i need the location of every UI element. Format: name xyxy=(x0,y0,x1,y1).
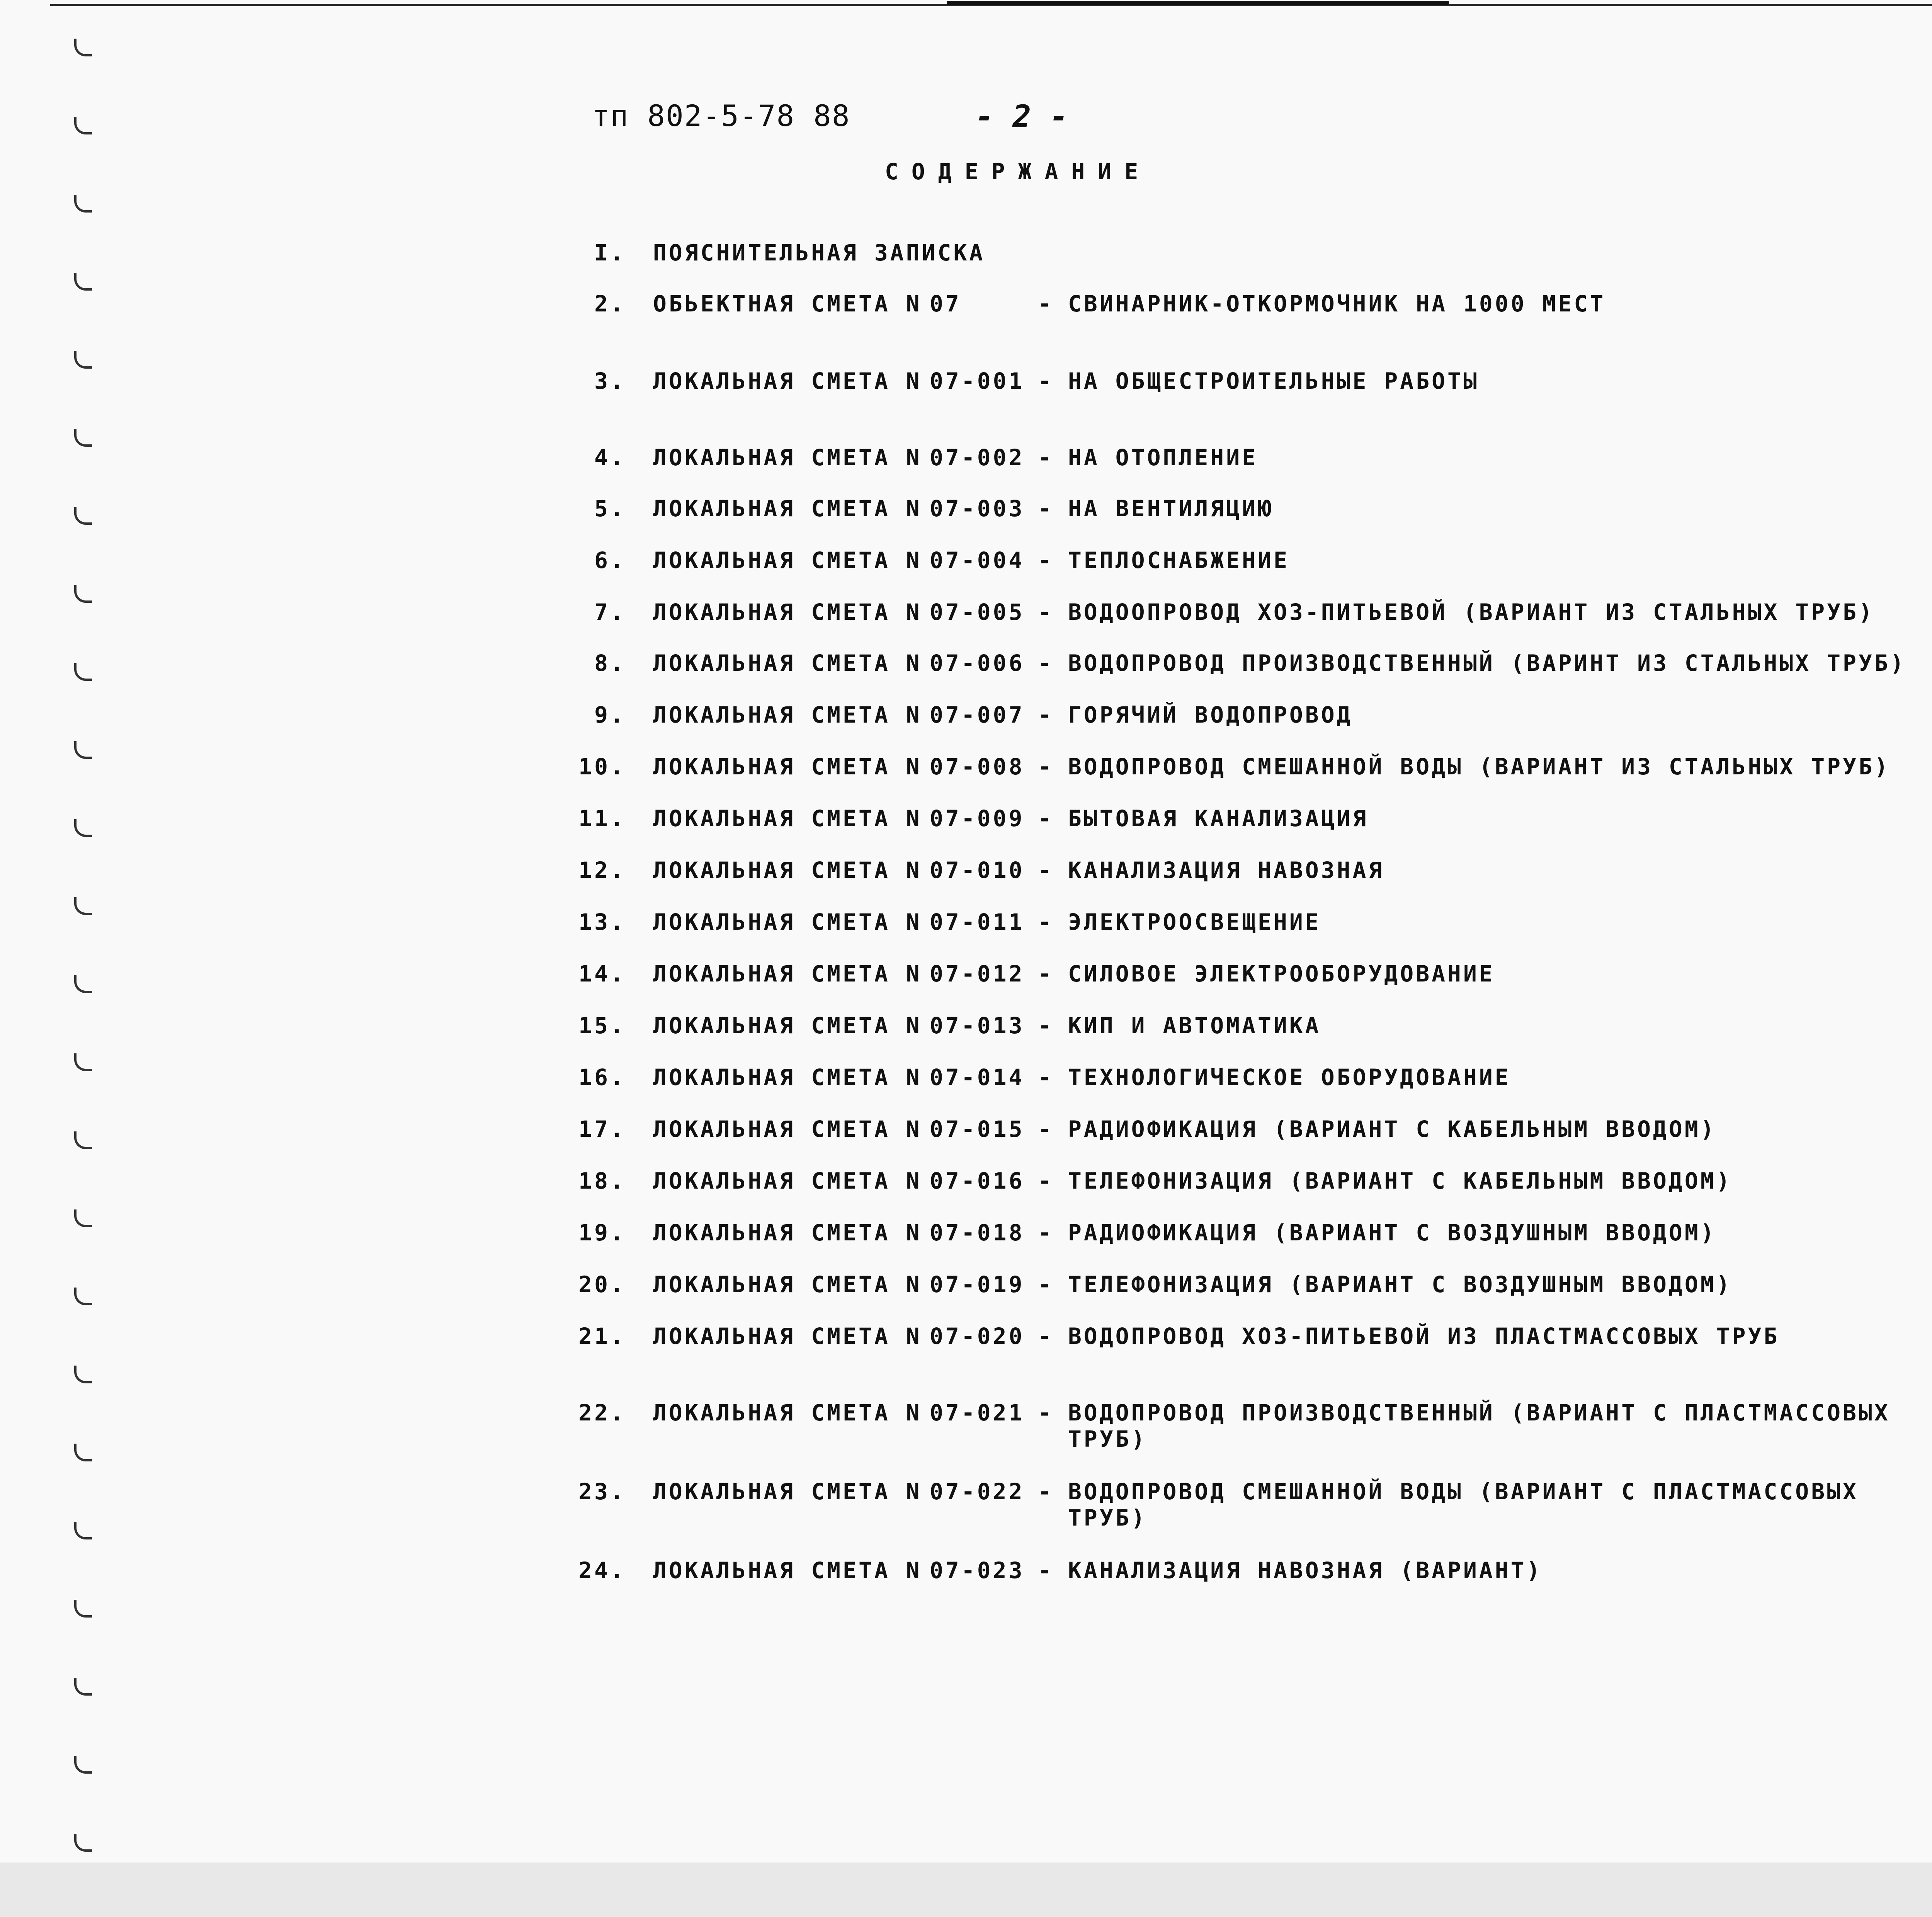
document-code: тп 802-5-78 88 xyxy=(592,99,850,133)
tractor-hole-mark xyxy=(74,1600,92,1618)
item-label: ЛОКАЛЬНАЯ СМЕТА N xyxy=(653,702,922,728)
item-number: 20. xyxy=(578,1271,626,1298)
tractor-hole-mark xyxy=(74,273,92,291)
item-number: 17. xyxy=(578,1116,626,1142)
top-edge-mark xyxy=(947,1,1449,5)
item-code: 07-001 xyxy=(930,368,1025,394)
item-description: РАДИОФИКАЦИЯ (ВАРИАНТ С ВОЗДУШНЫМ ВВОДОМ) xyxy=(1068,1220,1716,1246)
item-label: ЛОКАЛЬНАЯ СМЕТА N xyxy=(653,444,922,471)
tractor-hole-mark xyxy=(74,1131,92,1149)
tractor-hole-mark xyxy=(74,585,92,603)
item-separator: - xyxy=(1038,547,1054,573)
item-label: ЛОКАЛЬНАЯ СМЕТА N xyxy=(653,368,922,394)
item-separator: - xyxy=(1038,1400,1054,1426)
item-number: 13. xyxy=(578,909,626,935)
item-number: 5. xyxy=(594,495,626,522)
item-separator: - xyxy=(1038,909,1054,935)
item-label: ЛОКАЛЬНАЯ СМЕТА N xyxy=(653,1400,922,1426)
item-label: ЛОКАЛЬНАЯ СМЕТА N xyxy=(653,754,922,780)
item-separator: - xyxy=(1038,857,1054,883)
item-description: СИЛОВОЕ ЭЛЕКТРООБОРУДОВАНИЕ xyxy=(1068,961,1495,987)
item-separator: - xyxy=(1038,291,1054,317)
item-number: 16. xyxy=(578,1064,626,1090)
item-code: 07-014 xyxy=(930,1064,1025,1090)
item-code: 07-004 xyxy=(930,547,1025,573)
item-number: 10. xyxy=(578,754,626,780)
item-label: ЛОКАЛЬНАЯ СМЕТА N xyxy=(653,1557,922,1584)
item-code: 07-005 xyxy=(930,599,1025,625)
item-code: 07-019 xyxy=(930,1271,1025,1298)
tractor-hole-mark xyxy=(74,1053,92,1071)
item-separator: - xyxy=(1038,961,1054,987)
tractor-hole-mark xyxy=(74,1444,92,1461)
item-code: 07-018 xyxy=(930,1220,1025,1246)
item-code: 07-023 xyxy=(930,1557,1025,1584)
item-code: 07-015 xyxy=(930,1116,1025,1142)
item-number: 8. xyxy=(594,650,626,676)
page-number: - 2 - xyxy=(975,99,1068,134)
item-separator: - xyxy=(1038,444,1054,471)
item-label: ЛОКАЛЬНАЯ СМЕТА N xyxy=(653,1271,922,1298)
item-label: ЛОКАЛЬНАЯ СМЕТА N xyxy=(653,650,922,676)
item-separator: - xyxy=(1038,805,1054,832)
item-label: ЛОКАЛЬНАЯ СМЕТА N xyxy=(653,599,922,625)
item-description: ВОДОПРОВОД СМЕШАННОЙ ВОДЫ (ВАРИАНТ С ПЛАСТМАССОВЫХ ТРУБ) xyxy=(1068,1478,1874,1531)
item-number: 4. xyxy=(594,444,626,471)
item-label: ЛОКАЛЬНАЯ СМЕТА N xyxy=(653,961,922,987)
item-description: ТЕЛЕФОНИЗАЦИЯ (ВАРИАНТ С ВОЗДУШНЫМ ВВОДОМ) xyxy=(1068,1271,1732,1298)
item-label: ПОЯСНИТЕЛЬНАЯ ЗАПИСКА xyxy=(653,240,985,266)
item-label: ЛОКАЛЬНАЯ СМЕТА N xyxy=(653,1323,922,1349)
tractor-hole-mark xyxy=(74,195,92,213)
item-code: 07-022 xyxy=(930,1478,1025,1505)
item-number: 23. xyxy=(578,1478,626,1505)
item-code: 07-012 xyxy=(930,961,1025,987)
item-description: ТЕХНОЛОГИЧЕСКОЕ ОБОРУДОВАНИЕ xyxy=(1068,1064,1511,1090)
item-description: РАДИОФИКАЦИЯ (ВАРИАНТ С КАБЕЛЬНЫМ ВВОДОМ) xyxy=(1068,1116,1716,1142)
item-description: ВОДОПРОВОД СМЕШАННОЙ ВОДЫ (ВАРИАНТ ИЗ СТАЛЬНЫХ ТРУБ) xyxy=(1068,754,1890,780)
item-number: 22. xyxy=(578,1400,626,1426)
item-number: 15. xyxy=(578,1012,626,1039)
item-separator: - xyxy=(1038,1064,1054,1090)
item-separator: - xyxy=(1038,650,1054,676)
item-separator: - xyxy=(1038,495,1054,522)
page-title: СОДЕРЖАНИЕ xyxy=(885,158,1151,185)
item-description: ВОДОПРОВОД ХОЗ-ПИТЬЕВОЙ ИЗ ПЛАСТМАССОВЫХ ТРУБ xyxy=(1068,1323,1780,1349)
tractor-hole-mark xyxy=(74,741,92,759)
tractor-hole-mark xyxy=(74,507,92,525)
item-label: ЛОКАЛЬНАЯ СМЕТА N xyxy=(653,1168,922,1194)
item-label: ЛОКАЛЬНАЯ СМЕТА N xyxy=(653,1116,922,1142)
item-code: 07-021 xyxy=(930,1400,1025,1426)
item-label: ЛОКАЛЬНАЯ СМЕТА N xyxy=(653,805,922,832)
item-number: 7. xyxy=(594,599,626,625)
item-number: 18. xyxy=(578,1168,626,1194)
tractor-hole-mark xyxy=(74,351,92,369)
item-description: ГОРЯЧИЙ ВОДОПРОВОД xyxy=(1068,702,1353,728)
tractor-hole-mark xyxy=(74,1288,92,1305)
item-description: ВОДОПРОВОД ПРОИЗВОДСТВЕННЫЙ (ВАРИАНТ С ПЛАСТМАССОВЫХ ТРУБ) xyxy=(1068,1400,1906,1452)
item-code: 07-009 xyxy=(930,805,1025,832)
tractor-hole-mark xyxy=(74,117,92,134)
item-description: НА ВЕНТИЛЯЦИЮ xyxy=(1068,495,1274,522)
tractor-hole-mark xyxy=(74,1366,92,1383)
item-description: КИП И АВТОМАТИКА xyxy=(1068,1012,1321,1039)
item-number: 21. xyxy=(578,1323,626,1349)
tractor-hole-mark xyxy=(74,1209,92,1227)
item-separator: - xyxy=(1038,1271,1054,1298)
item-number: 14. xyxy=(578,961,626,987)
item-number: 19. xyxy=(578,1220,626,1246)
item-label: ЛОКАЛЬНАЯ СМЕТА N xyxy=(653,1220,922,1246)
item-separator: - xyxy=(1038,1478,1054,1505)
item-code: 07-016 xyxy=(930,1168,1025,1194)
tractor-hole-mark xyxy=(74,1522,92,1539)
item-label: ЛОКАЛЬНАЯ СМЕТА N xyxy=(653,1064,922,1090)
item-number: 11. xyxy=(578,805,626,832)
item-number: 2. xyxy=(594,291,626,317)
item-label: ЛОКАЛЬНАЯ СМЕТА N xyxy=(653,909,922,935)
item-code: 07-013 xyxy=(930,1012,1025,1039)
item-description: КАНАЛИЗАЦИЯ НАВОЗНАЯ (ВАРИАНТ) xyxy=(1068,1557,1543,1584)
tractor-hole-mark xyxy=(74,429,92,447)
item-description: ТЕЛЕФОНИЗАЦИЯ (ВАРИАНТ С КАБЕЛЬНЫМ ВВОДОМ) xyxy=(1068,1168,1732,1194)
item-description: НА ОТОПЛЕНИЕ xyxy=(1068,444,1258,471)
item-code: 07-002 xyxy=(930,444,1025,471)
bottom-scan-margin xyxy=(0,1863,1932,1917)
item-description: НА ОБЩЕСТРОИТЕЛЬНЫЕ РАБОТЫ xyxy=(1068,368,1479,394)
item-code: 07-020 xyxy=(930,1323,1025,1349)
tractor-hole-mark xyxy=(74,1834,92,1852)
item-label: ОБЬЕКТНАЯ СМЕТА N xyxy=(653,291,922,317)
item-label: ЛОКАЛЬНАЯ СМЕТА N xyxy=(653,857,922,883)
item-label: ЛОКАЛЬНАЯ СМЕТА N xyxy=(653,495,922,522)
tractor-hole-mark xyxy=(74,819,92,837)
tractor-hole-mark xyxy=(74,897,92,915)
item-description: ЭЛЕКТРООСВЕЩЕНИЕ xyxy=(1068,909,1321,935)
item-separator: - xyxy=(1038,1168,1054,1194)
item-number: 12. xyxy=(578,857,626,883)
item-separator: - xyxy=(1038,368,1054,394)
item-separator: - xyxy=(1038,1116,1054,1142)
item-description: ТЕПЛОСНАБЖЕНИЕ xyxy=(1068,547,1289,573)
item-code: 07-006 xyxy=(930,650,1025,676)
item-separator: - xyxy=(1038,702,1054,728)
item-code: 07-011 xyxy=(930,909,1025,935)
tractor-hole-mark xyxy=(74,663,92,681)
tractor-hole-mark xyxy=(74,1756,92,1774)
tractor-hole-mark xyxy=(74,1678,92,1696)
item-code: 07-010 xyxy=(930,857,1025,883)
item-separator: - xyxy=(1038,1012,1054,1039)
item-code: 07 xyxy=(930,291,961,317)
item-code: 07-003 xyxy=(930,495,1025,522)
item-description: ВОДООПРОВОД ХОЗ-ПИТЬЕВОЙ (ВАРИАНТ ИЗ СТАЛЬНЫХ ТРУБ) xyxy=(1068,599,1874,625)
item-label: ЛОКАЛЬНАЯ СМЕТА N xyxy=(653,1012,922,1039)
item-description: СВИНАРНИК-ОТКОРМОЧНИК НА 1000 МЕСТ xyxy=(1068,291,1606,317)
item-number: 9. xyxy=(594,702,626,728)
item-number: 24. xyxy=(578,1557,626,1584)
item-separator: - xyxy=(1038,754,1054,780)
item-separator: - xyxy=(1038,1557,1054,1584)
item-separator: - xyxy=(1038,1220,1054,1246)
item-description: ВОДОПРОВОД ПРОИЗВОДСТВЕННЫЙ (ВАРИНТ ИЗ СТАЛЬНЫХ ТРУБ) xyxy=(1068,650,1906,676)
item-separator: - xyxy=(1038,599,1054,625)
item-number: 3. xyxy=(594,368,626,394)
item-separator: - xyxy=(1038,1323,1054,1349)
item-label: ЛОКАЛЬНАЯ СМЕТА N xyxy=(653,1478,922,1505)
item-label: ЛОКАЛЬНАЯ СМЕТА N xyxy=(653,547,922,573)
item-number: I. xyxy=(594,240,626,266)
item-description: БЫТОВАЯ КАНАЛИЗАЦИЯ xyxy=(1068,805,1369,832)
tractor-hole-mark xyxy=(74,39,92,56)
item-code: 07-008 xyxy=(930,754,1025,780)
tractor-hole-mark xyxy=(74,975,92,993)
item-code: 07-007 xyxy=(930,702,1025,728)
item-number: 6. xyxy=(594,547,626,573)
item-description: КАНАЛИЗАЦИЯ НАВОЗНАЯ xyxy=(1068,857,1384,883)
